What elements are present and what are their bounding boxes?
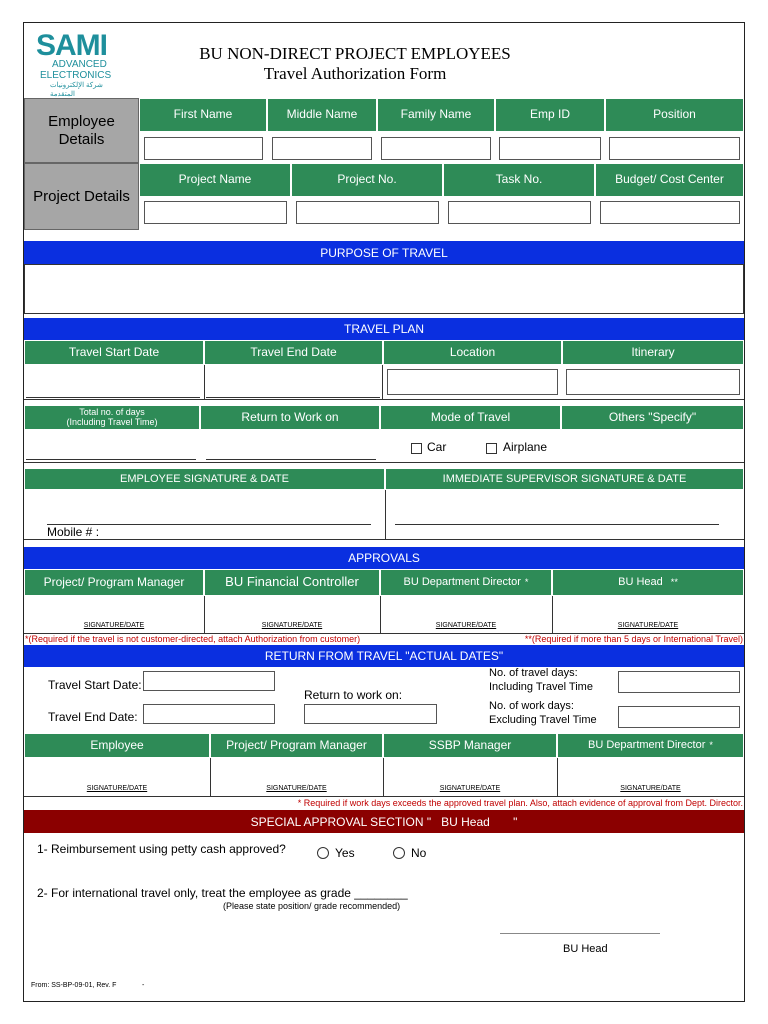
col-total-days (24, 405, 200, 430)
total-days-label: Total no. of days (79, 406, 145, 417)
task-no-input[interactable] (448, 201, 591, 224)
purpose-of-travel-header: PURPOSE OF TRAVEL (24, 241, 744, 264)
grade-hint: (Please state position/ grade recommended) (223, 901, 401, 911)
signature-date-label: SIGNATURE/DATE (83, 622, 145, 629)
car-label: Car (427, 440, 447, 454)
col-position: Position (605, 98, 744, 132)
col-bu-department-director (380, 569, 552, 596)
grade-question: 2- For international travel only, treat the employee as grade ________ (37, 886, 408, 900)
col-budget-cost-center: Budget/ Cost Center (595, 163, 744, 197)
col-employee: Employee (24, 733, 210, 758)
divider (385, 490, 386, 540)
col-travel-start-date: Travel Start Date (24, 340, 204, 365)
col-project-no: Project No. (291, 163, 443, 197)
col-project-name: Project Name (139, 163, 291, 197)
location-input[interactable] (387, 369, 558, 395)
star-marker: * (524, 577, 529, 588)
form-title: BU NON-DIRECT PROJECT EMPLOYEES (199, 44, 511, 63)
divider (204, 365, 205, 400)
airplane-checkbox[interactable] (486, 443, 497, 454)
return-to-work-label: Return to work on: (304, 688, 403, 702)
total-days-field[interactable] (26, 459, 196, 460)
bu-head-label: BU Head (618, 576, 663, 589)
return-start-date-label: Travel Start Date: (48, 678, 142, 692)
work-days-line1: No. of work days: (489, 700, 574, 712)
employee-details-label: Employee Details (24, 98, 139, 163)
return-to-work-field[interactable] (206, 459, 376, 460)
signature-row (24, 490, 744, 540)
col-task-no: Task No. (443, 163, 595, 197)
petty-cash-no-radio[interactable] (393, 847, 405, 859)
col-mode-of-travel: Mode of Travel (380, 405, 561, 430)
logo-line1: ADVANCED (52, 59, 107, 70)
return-to-work-input[interactable] (304, 704, 437, 724)
bu-head-signature-label: BU Head (563, 943, 608, 955)
airplane-label: Airplane (503, 440, 548, 454)
budget-cost-center-input[interactable] (600, 201, 740, 224)
star-marker: * (709, 740, 713, 751)
travel-start-date-field[interactable] (26, 397, 200, 398)
project-details-label: Project Details (24, 163, 139, 230)
work-days-line2: Excluding Travel Time (489, 714, 597, 726)
signature-date-label: SIGNATURE/DATE (261, 622, 323, 629)
bu-head-signature-line[interactable] (500, 933, 660, 934)
col-bu-head (552, 569, 744, 596)
col-emp-id: Emp ID (495, 98, 605, 132)
col-location: Location (383, 340, 562, 365)
petty-cash-yes-radio[interactable] (317, 847, 329, 859)
col-bu-financial-controller: BU Financial Controller (204, 569, 380, 596)
middle-name-input[interactable] (272, 137, 372, 160)
col-project-program-manager-2: Project/ Program Manager (210, 733, 383, 758)
work-days-input[interactable] (618, 706, 740, 728)
col-middle-name: Middle Name (267, 98, 377, 132)
col-itinerary: Itinerary (562, 340, 744, 365)
special-approval-header: SPECIAL APPROVAL SECTION " BU Head " (24, 810, 744, 833)
col-bu-department-director-2 (557, 733, 744, 758)
family-name-input[interactable] (381, 137, 491, 160)
col-others-specify: Others "Specify" (561, 405, 744, 430)
travel-days-line2: Including Travel Time (489, 681, 593, 693)
travel-days-label (489, 666, 593, 694)
travel-plan-header: TRAVEL PLAN (24, 318, 744, 340)
petty-cash-yes-label: Yes (335, 846, 355, 860)
form-header (150, 44, 560, 84)
col-family-name: Family Name (377, 98, 495, 132)
col-return-to-work: Return to Work on (200, 405, 380, 430)
return-end-date-label: Travel End Date: (48, 710, 138, 724)
return-end-date-input[interactable] (143, 704, 275, 724)
double-star-marker: ** (670, 577, 678, 588)
divider (382, 365, 383, 400)
purpose-of-travel-input[interactable] (24, 264, 744, 314)
petty-cash-no-label: No (411, 846, 427, 860)
signature-date-label: SIGNATURE/DATE (439, 785, 501, 792)
col-project-program-manager: Project/ Program Manager (24, 569, 204, 596)
employee-signature-header: EMPLOYEE SIGNATURE & DATE (24, 468, 385, 490)
bu-department-director-label: BU Department Director (403, 576, 521, 589)
position-input[interactable] (609, 137, 740, 160)
col-first-name: First Name (139, 98, 267, 132)
logo-line2: ELECTRONICS (40, 70, 112, 81)
total-days-note: (Including Travel Time) (66, 416, 158, 427)
travel-days-line1: No. of travel days: (489, 667, 578, 679)
col-ssbp-manager: SSBP Manager (383, 733, 557, 758)
project-no-input[interactable] (296, 201, 439, 224)
company-logo (36, 29, 126, 98)
signature-date-label: SIGNATURE/DATE (266, 785, 327, 792)
signature-date-label: SIGNATURE/DATE (617, 622, 679, 629)
approvals-header: APPROVALS (24, 547, 744, 569)
signature-date-label: SIGNATURE/DATE (435, 622, 497, 629)
travel-days-input[interactable] (618, 671, 740, 693)
petty-cash-question: 1- Reimbursement using petty cash approved? (37, 842, 286, 856)
signature-date-label: SIGNATURE/DATE (86, 785, 148, 792)
first-name-input[interactable] (144, 137, 263, 160)
footer-dash: - (142, 982, 145, 989)
signature-date-label: SIGNATURE/DATE (620, 785, 681, 792)
return-from-travel-header: RETURN FROM TRAVEL "ACTUAL DATES" (24, 645, 744, 667)
itinerary-input[interactable] (566, 369, 740, 395)
emp-id-input[interactable] (499, 137, 601, 160)
approval-note-left: *(Required if the travel is not customer-directed, attach Authorization from customer) (25, 634, 361, 644)
mobile-label: Mobile # : (47, 525, 100, 539)
form-subtitle: Travel Authorization Form (263, 64, 447, 83)
supervisor-signature-header: IMMEDIATE SUPERVISOR SIGNATURE & DATE (385, 468, 744, 490)
supervisor-signature-line[interactable] (395, 524, 719, 525)
travel-end-date-field[interactable] (206, 397, 380, 398)
bu-department-director-label-2: BU Department Director (588, 739, 706, 752)
col-travel-end-date: Travel End Date (204, 340, 383, 365)
project-name-input[interactable] (144, 201, 287, 224)
logo-brand: SAMI (36, 29, 107, 62)
return-start-date-input[interactable] (143, 671, 275, 691)
work-days-label (489, 699, 597, 727)
form-number: From: SS-BP-09-01, Rev. F (31, 982, 117, 989)
approval-note-right: **(Required if more than 5 days or International Travel) (524, 634, 743, 644)
logo-arabic: شركة الإلكترونيات المتقدمة (50, 82, 103, 98)
return-note: * Required if work days exceeds the approved travel plan. Also, attach evidence of approval from Dept. Director. (297, 798, 743, 808)
car-checkbox[interactable] (411, 443, 422, 454)
